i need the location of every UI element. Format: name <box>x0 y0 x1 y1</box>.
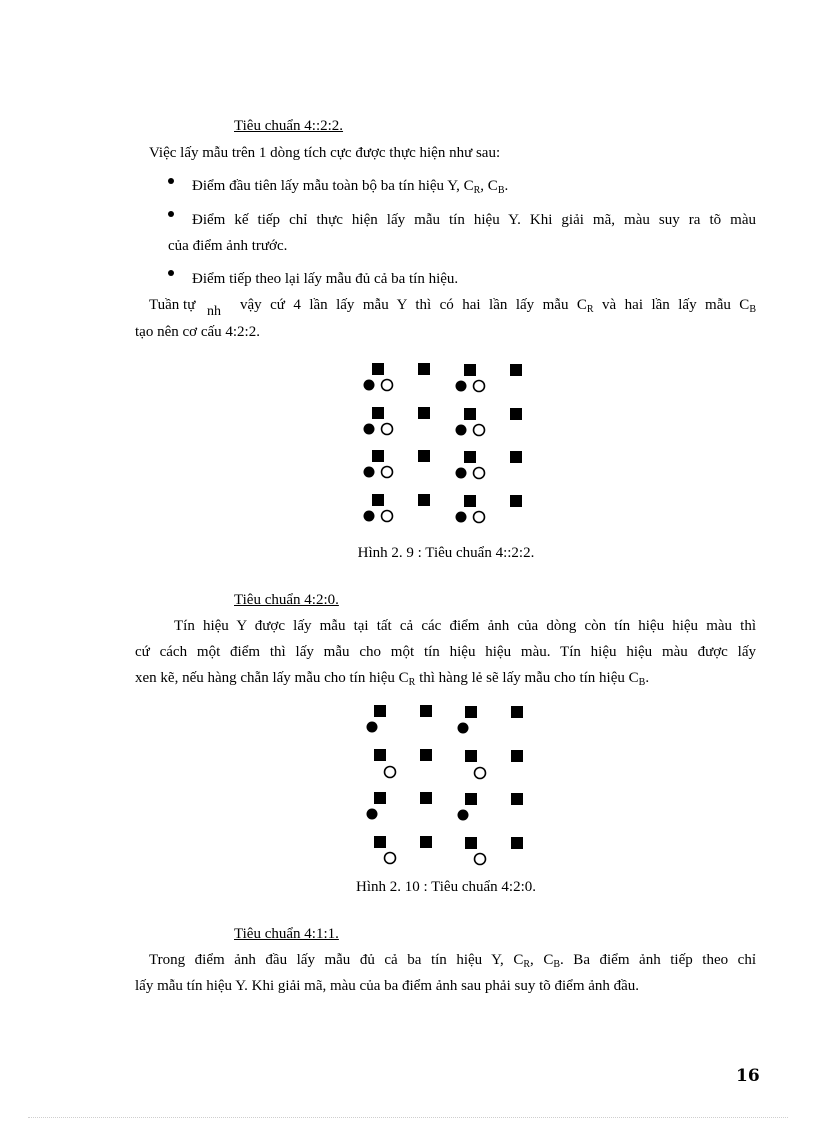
stray-text-nh: nh <box>207 304 221 319</box>
bullet-item-1: Điểm đầu tiên lấy mẫu toàn bộ ba tín hiệu Y, $C_R$, $C_B$. <box>192 178 509 196</box>
cb-sample-open-circle <box>382 424 393 435</box>
cr-sample-filled-dot <box>364 511 375 522</box>
page-number: 16 <box>736 1066 760 1086</box>
cr-sample-filled-dot <box>456 468 467 479</box>
luma-sample-square <box>511 750 523 762</box>
luma-sample-square <box>465 793 477 805</box>
luma-sample-square <box>420 749 432 761</box>
bullet-icon <box>168 178 174 184</box>
luma-sample-square <box>511 706 523 718</box>
cr-sample-filled-dot <box>458 723 469 734</box>
luma-sample-square <box>464 495 476 507</box>
luma-sample-square <box>372 494 384 506</box>
bullet-item-2-line-1: Điểm kế tiếp chỉ thực hiện lấy mẫu tín hiệu Y. Khi giải mã, màu suy ra tõ màu <box>192 212 756 228</box>
luma-sample-square <box>510 364 522 376</box>
luma-sample-square <box>372 450 384 462</box>
luma-sample-square <box>418 494 430 506</box>
cb-sample-open-circle <box>382 380 393 391</box>
luma-sample-square <box>511 837 523 849</box>
luma-sample-square <box>418 450 430 462</box>
paragraph-line-1: Tuần tự <box>149 297 196 313</box>
luma-sample-square <box>372 363 384 375</box>
figure-caption-2-9: Hình 2. 9 : Tiêu chuẩn 4::2:2. <box>357 545 535 561</box>
luma-sample-square <box>510 408 522 420</box>
paragraph-intro: Việc lấy mẫu trên 1 dòng tích cực được thực hiện như sau: <box>149 145 501 161</box>
luma-sample-square <box>374 705 386 717</box>
figure-420-sampling-diagram <box>360 700 530 870</box>
luma-sample-square <box>465 837 477 849</box>
luma-sample-square <box>420 705 432 717</box>
paragraph-420-line-1: Tín hiệu Y được lấy mẫu tại tất cả các điểm ảnh của dòng còn tín hiệu hiệu màu thì <box>174 618 756 634</box>
bullet-icon <box>168 211 174 217</box>
luma-sample-square <box>464 408 476 420</box>
paragraph-line-1-rest: vậy cứ 4 lần lấy mẫu Y thì có hai lần lấy mẫu $C_R$ và hai lần lấy mẫu $C_B$ <box>240 297 756 315</box>
cb-sample-open-circle <box>474 381 485 392</box>
luma-sample-square <box>420 836 432 848</box>
luma-sample-square <box>464 451 476 463</box>
section-heading-422: Tiêu chuẩn 4::2:2. <box>234 118 344 134</box>
cr-sample-filled-dot <box>456 512 467 523</box>
cb-sample-open-circle <box>474 425 485 436</box>
cb-sample-open-circle <box>382 511 393 522</box>
cr-sample-filled-dot <box>364 467 375 478</box>
luma-sample-square <box>510 451 522 463</box>
luma-sample-square <box>510 495 522 507</box>
page-bottom-rule <box>28 1117 788 1118</box>
luma-sample-square <box>420 792 432 804</box>
luma-sample-square <box>465 750 477 762</box>
cr-sample-filled-dot <box>456 381 467 392</box>
figure-caption-2-10: Hình 2. 10 : Tiêu chuẩn 4:2:0. <box>355 879 536 895</box>
cr-sample-filled-dot <box>364 380 375 391</box>
paragraph-420-line-3: xen kẽ, nếu hàng chẵn lấy mẫu cho tín hiệu $C_R$ thì hàng lẻ sẽ lấy mẫu cho tín hiệu $C_B$. <box>135 670 650 688</box>
figure-422-sampling-diagram <box>360 360 530 530</box>
paragraph-411-line-2: lấy mẫu tín hiệu Y. Khi giải mã, màu của ba điểm ảnh sau phải suy tõ điểm ảnh đầu. <box>135 978 640 994</box>
bullet-icon <box>168 270 174 276</box>
luma-sample-square <box>372 407 384 419</box>
cb-sample-open-circle <box>474 512 485 523</box>
cr-sample-filled-dot <box>364 424 375 435</box>
section-heading-411: Tiêu chuẩn 4:1:1. <box>234 926 339 942</box>
cr-sample-filled-dot <box>456 425 467 436</box>
luma-sample-square <box>464 364 476 376</box>
paragraph-411-line-1: Trong điểm ảnh đầu lấy mẫu đủ cả ba tín hiệu Y, $C_R$, $C_B$. Ba điểm ảnh tiếp theo chỉ <box>149 952 756 970</box>
cb-sample-open-circle <box>382 467 393 478</box>
cb-sample-open-circle <box>385 767 396 778</box>
cr-sample-filled-dot <box>458 810 469 821</box>
paragraph-420-line-2: cứ cách một điểm thì lấy mẫu cho một tín hiệu hiệu màu. Tín hiệu hiệu màu được lấy <box>135 644 756 660</box>
luma-sample-square <box>374 792 386 804</box>
cb-sample-open-circle <box>475 768 486 779</box>
bullet-item-3: Điểm tiếp theo lại lấy mẫu đủ cả ba tín hiệu. <box>192 271 459 287</box>
luma-sample-square <box>374 749 386 761</box>
cr-sample-filled-dot <box>367 809 378 820</box>
bullet-item-2-line-2: của điểm ảnh trước. <box>168 238 288 254</box>
luma-sample-square <box>418 363 430 375</box>
luma-sample-square <box>418 407 430 419</box>
cb-sample-open-circle <box>474 468 485 479</box>
section-heading-420: Tiêu chuẩn 4:2:0. <box>234 592 339 608</box>
paragraph-line-2: tạo nên cơ cấu 4:2:2. <box>135 324 260 340</box>
cb-sample-open-circle <box>475 854 486 865</box>
luma-sample-square <box>465 706 477 718</box>
luma-sample-square <box>374 836 386 848</box>
cr-sample-filled-dot <box>367 722 378 733</box>
cb-sample-open-circle <box>385 853 396 864</box>
luma-sample-square <box>511 793 523 805</box>
